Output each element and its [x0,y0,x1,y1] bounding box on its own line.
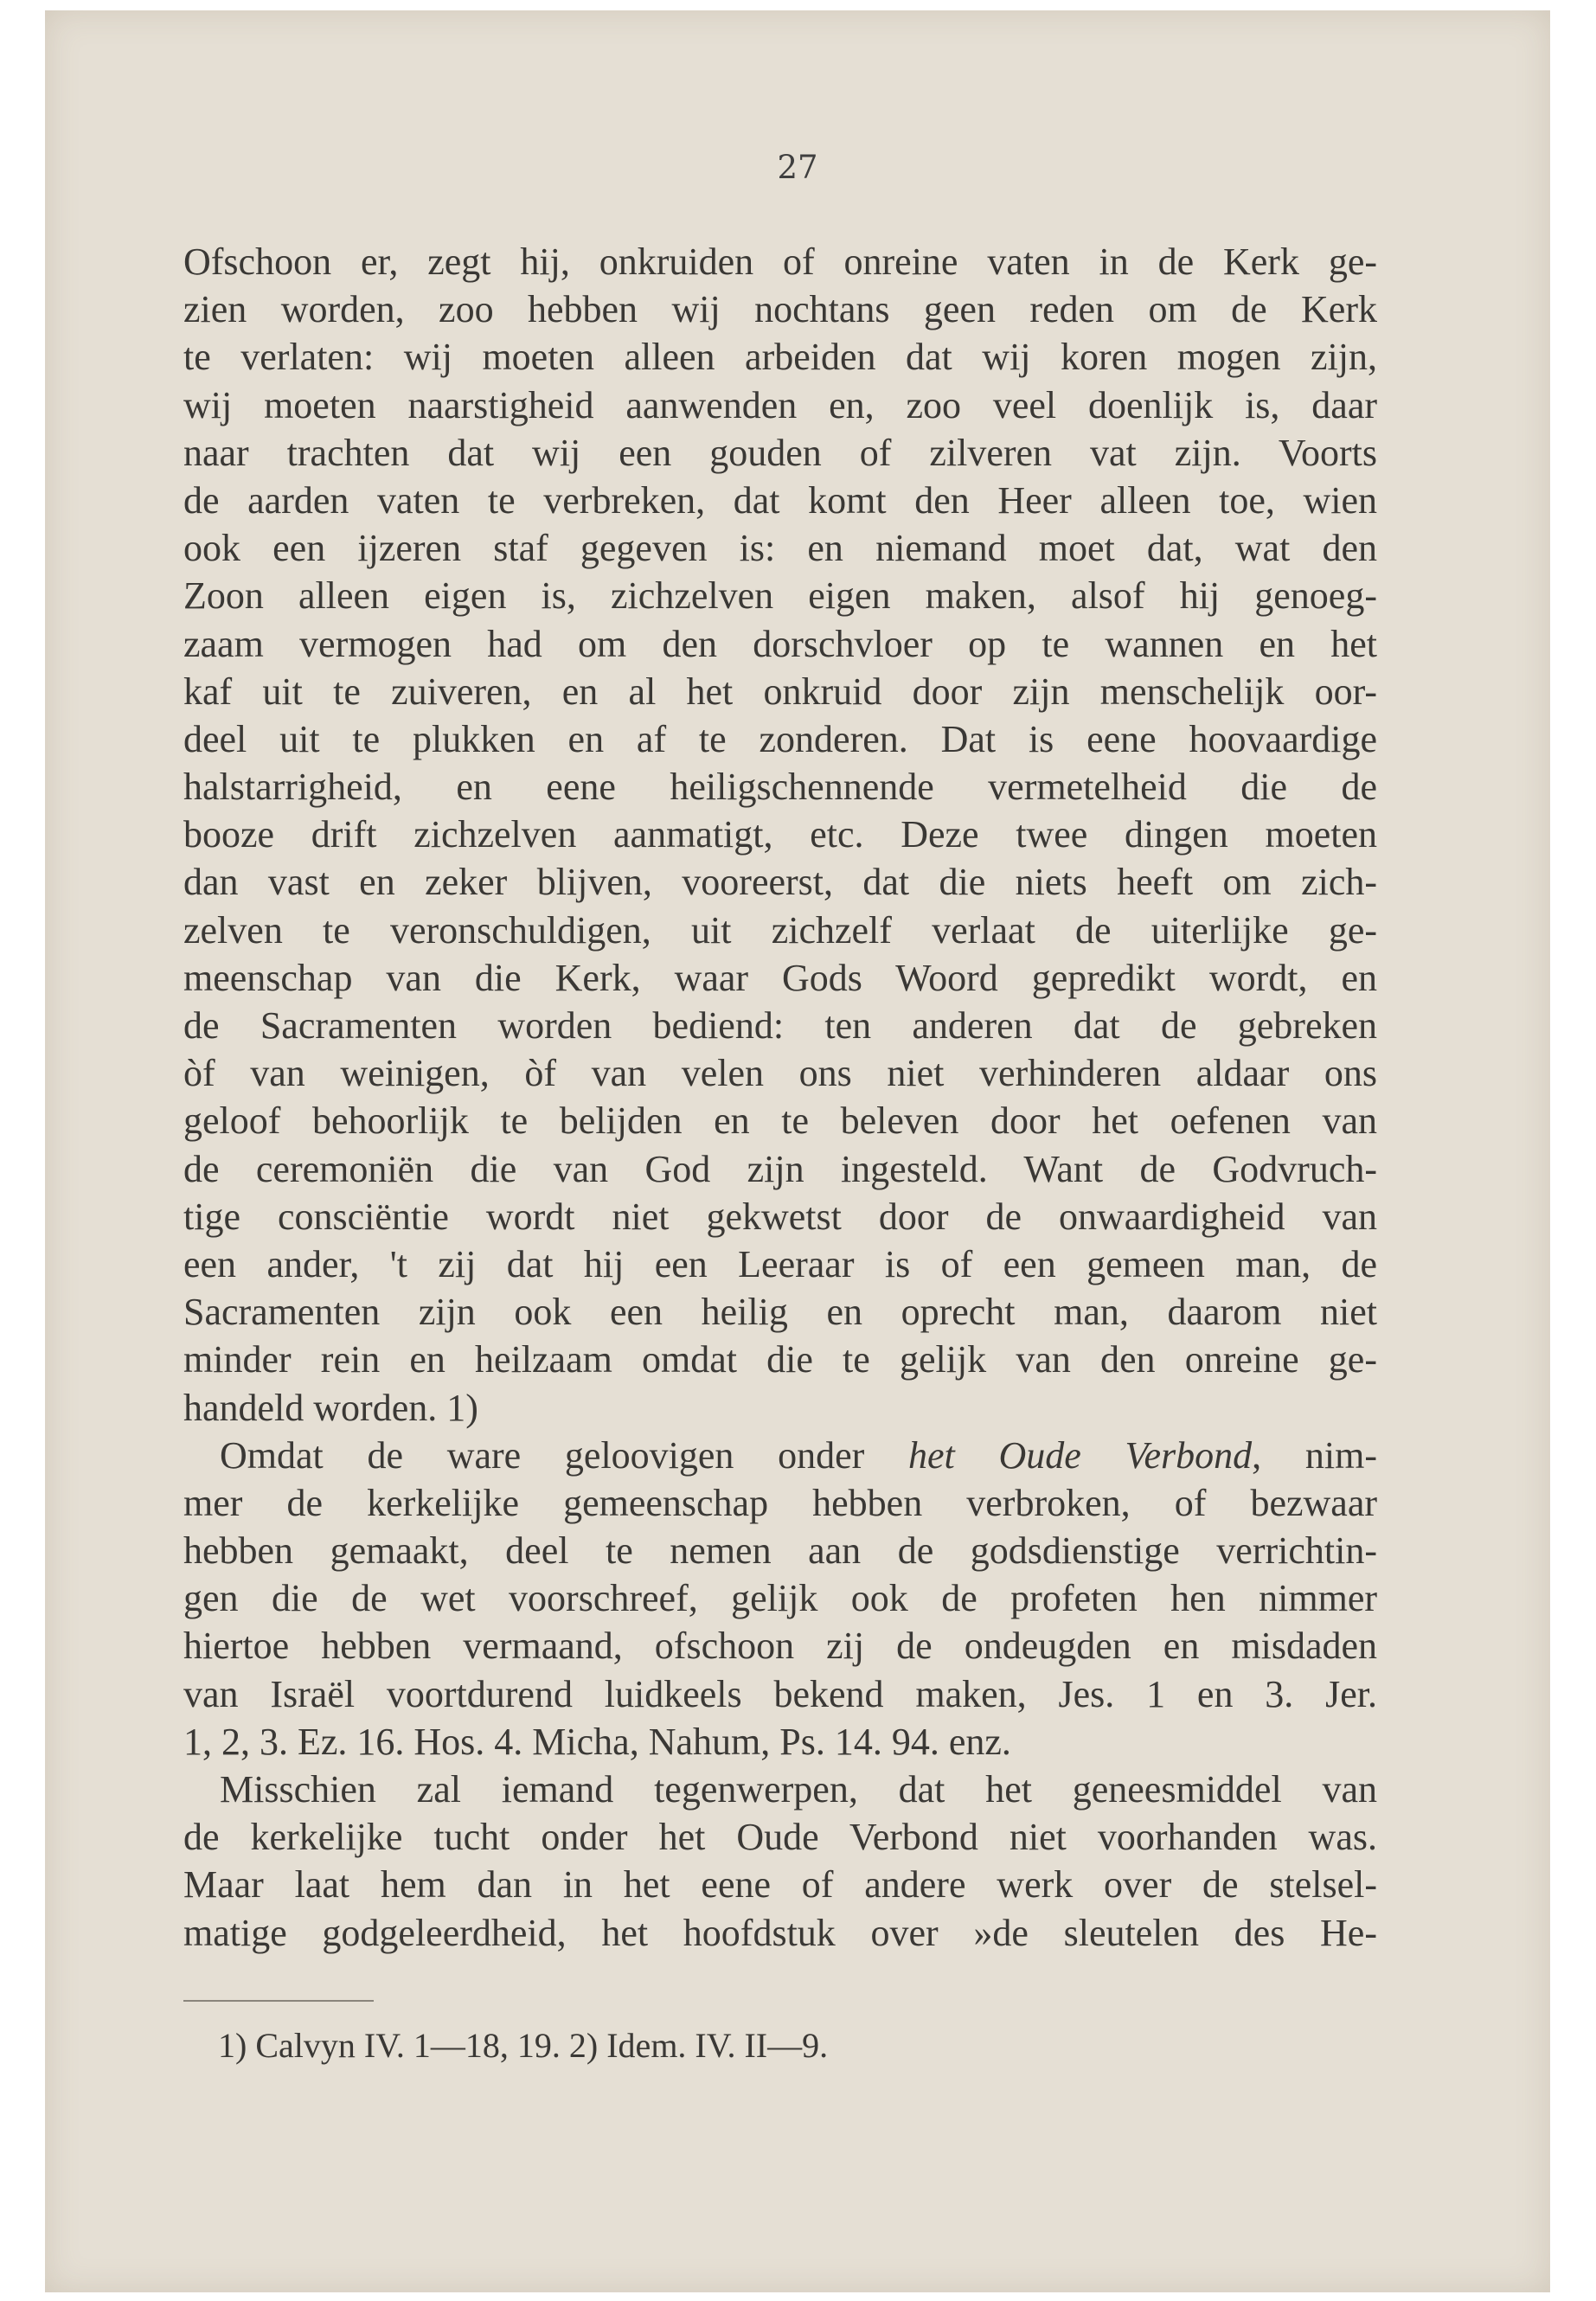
text-line: zien worden, zoo hebben wij nochtans geen reden om de Kerk [183,288,1377,331]
text-line: naar trachten dat wij een gouden of zilveren vat zijn. Voorts [183,431,1377,474]
text-line: deel uit te plukken en af te zonderen. Dat is eene hoovaardige [183,717,1377,760]
page-number: 27 [777,149,818,186]
text-line: handeld worden. 1) [183,1386,478,1429]
text-line: wij moeten naarstigheid aanwenden en, zoo veel doenlijk is, daar [183,383,1377,426]
text-line: hebben gemaakt, deel te nemen aan de godsdienstige verrichtin- [183,1529,1377,1573]
text-line: dan vast en zeker blijven, vooreerst, dat die niets heeft om zich- [183,861,1377,904]
text-line: de kerkelijke tucht onder het Oude Verbond niet voorhanden was. [183,1816,1377,1859]
text-line: te verlaten: wij moeten alleen arbeiden dat wij koren mogen zijn, [183,336,1377,379]
text-line: halstarrigheid, en eene heiligschennende vermetelheid die de [183,766,1377,809]
text-line: kaf uit te zuiveren, en al het onkruid door zijn menschelijk oor- [183,670,1377,713]
book-page [45,10,1550,2292]
text-line: 1, 2, 3. Ez. 16. Hos. 4. Micha, Nahum, Ps. 14. 94. enz. [183,1720,1011,1763]
text-line: Maar laat hem dan in het eene of andere werk over de stelsel- [183,1863,1377,1907]
text-line: gen die de wet voorschreef, gelijk ook de profeten hen nimmer [183,1577,1377,1620]
text-line: Zoon alleen eigen is, zichzelven eigen maken, alsof hij genoeg- [183,574,1377,618]
text-line: een ander, 't zij dat hij een Leeraar is of een gemeen man, de [183,1242,1377,1285]
text-line: de ceremoniën die van God zijn ingesteld. Want de Godvruch- [183,1147,1377,1190]
text-line: booze drift zichzelven aanmatigt, etc. Deze twee dingen moeten [183,813,1377,856]
text-line: van Israël voortdurend luidkeels bekend maken, Jes. 1 en 3. Jer. [183,1672,1377,1715]
text-line: meenschap van die Kerk, waar Gods Woord gepredikt wordt, en [183,956,1377,999]
text-line: geloof behoorlijk te belijden en te beleven door het oefenen van [183,1099,1377,1143]
text-line: Misschien zal iemand tegenwerpen, dat het geneesmiddel van [220,1768,1377,1811]
text-line: zaam vermogen had om den dorschvloer op te wannen en het [183,622,1377,665]
body-text [183,238,1377,1957]
text-line: hiertoe hebben vermaand, ofschoon zij de ondeugden en misdaden [183,1625,1377,1668]
text-line: Sacramenten zijn ook een heilig en oprecht man, daarom niet [183,1291,1377,1334]
text-line: òf van weinigen, òf van velen ons niet verhinderen aldaar ons [183,1052,1377,1095]
text-line: mer de kerkelijke gemeenschap hebben verbroken, of bezwaar [183,1481,1377,1524]
footnote-rule [183,2000,374,2002]
text-line: zelven te veronschuldigen, uit zichzelf verlaat de uiterlijke ge- [183,908,1377,952]
text-line: Omdat de ware geloovigen onder het Oude Verbond, nim- [220,1433,1377,1477]
text-line: Ofschoon er, zegt hij, onkruiden of onreine vaten in de Kerk ge- [183,240,1377,283]
text-line: minder rein en heilzaam omdat die te gelijk van den onreine ge- [183,1338,1377,1381]
footnote: 1) Calvyn IV. 1—18, 19. 2) Idem. IV. II—9. [218,2026,829,2065]
text-line: tige consciëntie wordt niet gekwetst door de onwaardigheid van [183,1195,1377,1238]
text-line: ook een ijzeren staf gegeven is: en niemand moet dat, wat den [183,527,1377,570]
text-line: de Sacramenten worden bediend: ten anderen dat de gebreken [183,1004,1377,1047]
text-line: matige godgeleerdheid, het hoofdstuk over »de sleutelen des He- [183,1911,1377,1954]
text-line: de aarden vaten te verbreken, dat komt den Heer alleen toe, wien [183,478,1377,522]
